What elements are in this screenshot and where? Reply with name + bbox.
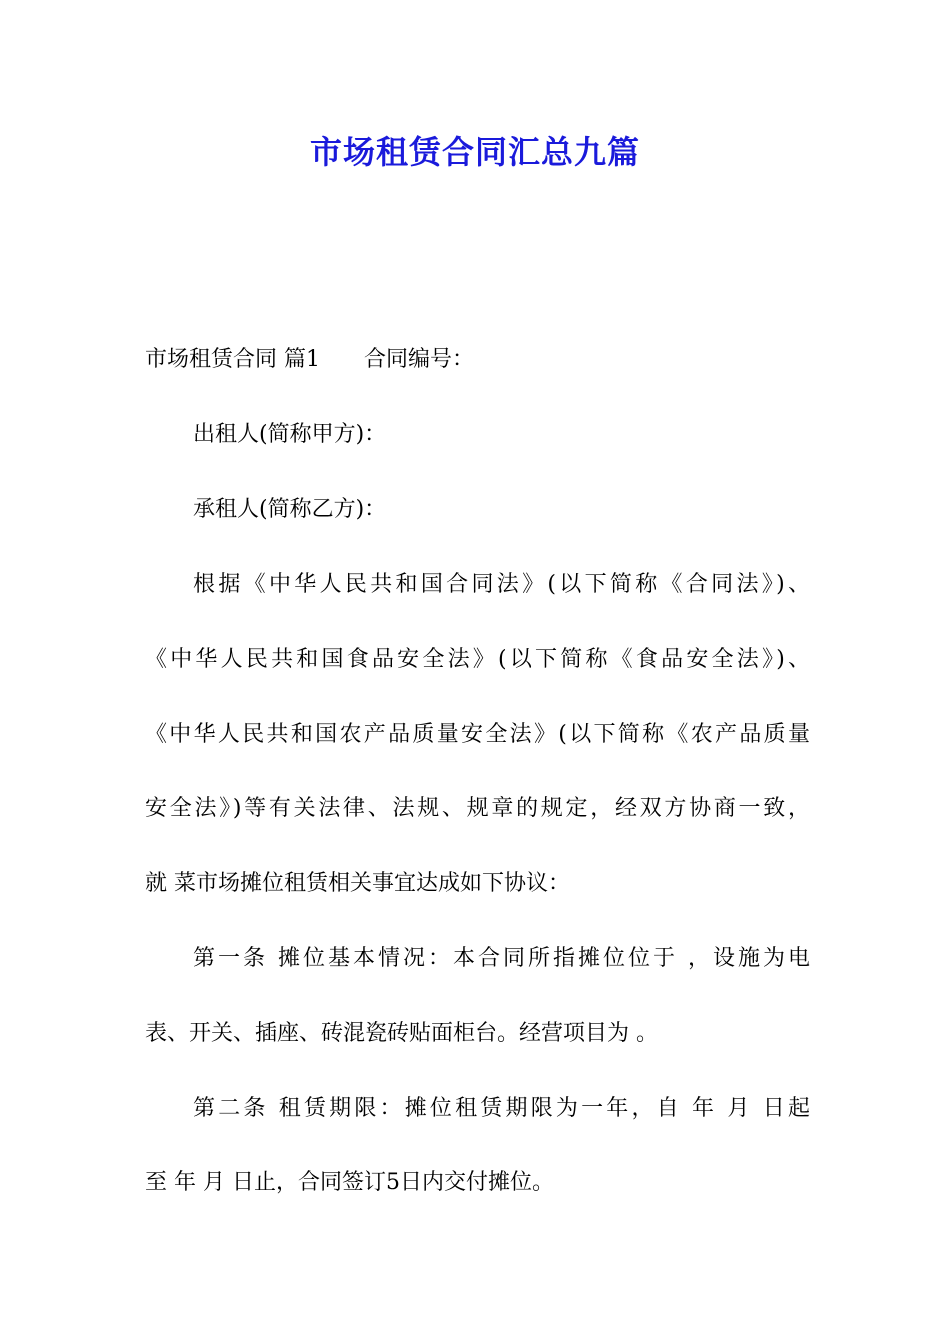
paragraph-line: 《中华人民共和国食品安全法》(以下简称《食品安全法》)、 — [145, 647, 810, 672]
document-title: 市场租赁合同汇总九篇 — [309, 133, 640, 171]
lessor-line: 出租人(简称甲方)： — [193, 422, 387, 447]
article-two-continuation: 至 年 月 日止，合同签订5日内交付摊位。 — [145, 1170, 554, 1195]
article-one-line: 第一条 摊位基本情况：本合同所指摊位位于 ，设施为电 — [193, 946, 810, 971]
contract-section-heading: 市场租赁合同 篇1 — [145, 347, 320, 372]
contract-heading-line — [145, 343, 810, 377]
paragraph-line: 《中华人民共和国农产品质量安全法》(以下简称《农产品质量 — [145, 722, 810, 747]
article-one-continuation: 表、开关、插座、砖混瓷砖贴面柜台。经营项目为 。 — [145, 1021, 658, 1046]
paragraph-line: 就 菜市场摊位租赁相关事宜达成如下协议： — [145, 871, 570, 896]
contract-number-label: 合同编号： — [364, 347, 475, 372]
paragraph-line: 根据《中华人民共和国合同法》(以下简称《合同法》)、 — [193, 572, 810, 597]
lessee-line: 承租人(简称乙方)： — [193, 497, 387, 522]
paragraph-line: 安全法》)等有关法律、法规、规章的规定，经双方协商一致， — [145, 796, 810, 821]
article-two-line: 第二条 租赁期限：摊位租赁期限为一年，自 年 月 日起 — [193, 1096, 810, 1121]
